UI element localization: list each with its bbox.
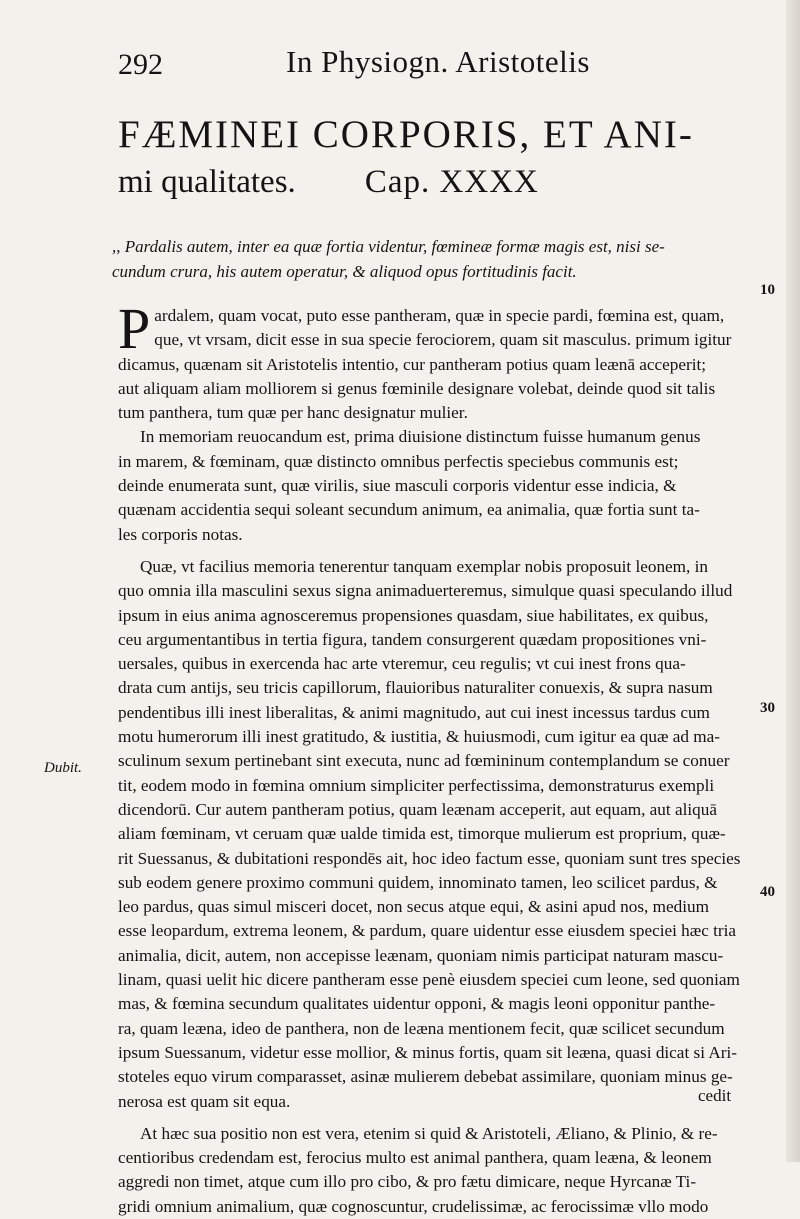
text-line: Quæ, vt facilius memoria tenerentur tanquam exemplar nobis proposuit leonem, in [140, 556, 709, 576]
text-line: linam, quasi uelit hic dicere pantheram esse penè eiusdem speciei cum leone, sed quoniam [118, 970, 740, 990]
text-line: ipsum Suessanum, videtur esse mollior, & minus fortis, quam sit leæna, quasi dicat si Ari- [118, 1042, 737, 1062]
text-line: les corporis notas. [118, 524, 243, 544]
text-line: sculinum sexum pertinebant sint executa, nunc ad fœmininum contemplandum se conuer [118, 751, 730, 771]
page-number: 292 [118, 48, 163, 81]
body-text [118, 296, 768, 1219]
text-line: que, vt vrsam, dicit esse in sua specie ferociorem, quam sit masculus. primum igitur [154, 330, 732, 350]
drop-cap: P [118, 296, 151, 361]
text-line: mas, & fœmina secundum qualitates uidentur opponi, & magis leoni opponitur panthe- [118, 994, 716, 1014]
chapter-heading [118, 112, 768, 209]
text-line: gridi omnium animalium, quæ cognoscuntur, crudelissimæ, ac ferocissimæ vllo modo [118, 1196, 709, 1216]
text-line: stoteles equo virum comparasset, asinæ mulierem debebat assimilare, quoniam minus ge- [118, 1067, 733, 1087]
line-number: 30 [760, 700, 775, 716]
chapter-argument [112, 234, 772, 284]
text-line: quænam accidentia sequi soleant secundum animum, ea animalia, quæ fortia sunt ta- [118, 500, 700, 520]
argument-line: cundum crura, his autem operatur, & aliquod opus fortitudinis facit. [112, 262, 577, 281]
text-line: aliam fœminam, vt ceruam quæ ualde timida est, timorque mulierum est proprium, quæ- [118, 824, 726, 844]
page-edge [786, 0, 800, 1162]
text-line: tum panthera, tum quæ per hanc designatur mulier. [118, 403, 468, 423]
text-line: ra, quam leæna, ideo de panthera, non de leæna mentionem fecit, quæ scilicet secundum [118, 1018, 725, 1038]
text-line: in marem, & fœminam, quæ distincto omnibus perfectis speciebus communis est; [118, 451, 679, 471]
text-line: aut aliquam aliam molliorem si genus fœminile designare volebat, deinde quod sit talis [118, 378, 716, 398]
running-head [118, 44, 618, 88]
text-line: dicamus, quænam sit Aristotelis intentio, cur pantheram potius quam leænā acceperit; [118, 354, 707, 374]
catchword: cedit [698, 1086, 732, 1105]
text-line: nerosa est quam sit equa. [118, 1091, 291, 1111]
margin-note: Dubit. [44, 760, 82, 776]
text-line: rit Suessanus, & dubitationi respondēs ait, hoc ideo factum esse, quoniam sunt tres species [118, 848, 741, 868]
text-line: In memoriam reuocandum est, prima diuisione distinctum fuisse humanum genus [140, 427, 701, 447]
running-title: In Physiogn. Aristotelis [286, 44, 590, 79]
line-number: 10 [760, 282, 775, 298]
chapter-heading-line2 [118, 160, 768, 209]
text-line: aggredi non timet, atque cum illo pro cibo, & pro fætu dimicare, neque Hyrcanæ Ti- [118, 1172, 697, 1192]
text-line: deinde enumerata sunt, quæ virilis, siue masculi corporis videntur esse indicia, & [118, 476, 677, 496]
text-line: motu humerorum illi inest gratitudo, & iustitia, & huiusmodi, cum igitur ea quæ ad ma- [118, 727, 720, 747]
text-line: quo omnia illa masculini sexus signa animaduerteremus, simulque quasi speculando illud [118, 581, 733, 601]
text-line: centioribus credendam est, ferocius multo est animal panthera, quam leæna, & leonem [118, 1148, 712, 1168]
chapter-heading-line1: FÆMINEI CORPORIS, ET ANI- [118, 113, 694, 156]
text-line: uersales, quibus in exercenda hac arte vteremur, ceu regulis; vt cui inest frons qua- [118, 654, 686, 674]
text-line: pendentibus illi inest liberalitas, & animi magnitudo, aut cui inest incessus tardus cum [118, 702, 710, 722]
text-line: ardalem, quam vocat, puto esse pantheram, quæ in specie pardi, fœmina est, quam, [154, 306, 725, 325]
text-line: leo pardus, quas simul misceri docet, non secus atque equi, & asini apud nos, medium [118, 897, 709, 917]
text-line: ipsum in eius anima agnosceremus propensiones quasdam, siue habilitates, ex quibus, [118, 605, 709, 625]
chapter-label: Cap. XXXX [364, 164, 539, 200]
chapter-subtitle: mi qualitates. [118, 164, 296, 200]
text-line: drata cum antijs, seu tricis capillorum, flauioribus naturaliter conuexis, & supra nasum [118, 678, 713, 698]
text-line: dicendorū. Cur autem pantheram potius, quam leænam acceperit, aut equam, aut aliquā [118, 799, 717, 819]
text-line: sub eodem genere proximo communi quidem, innominato tamen, leo scilicet pardus, & [118, 872, 718, 892]
text-line: ceu argumentantibus in tertia figura, tandem consurgerent quædam propositiones vni- [118, 629, 707, 649]
text-line: animalia, dicit, autem, non accepisse leænam, quoniam nimis participat naturam mascu- [118, 945, 724, 965]
argument-line: ,, Pardalis autem, inter ea quæ fortia videntur, fœmineæ formæ magis est, nisi se- [112, 237, 665, 256]
line-number: 40 [760, 884, 775, 900]
text-line: esse leopardum, extrema leonem, & pardum, quare uidentur esse eiusdem speciei hæc tria [118, 921, 737, 941]
text-line: tit, eodem modo in fœmina omnium simpliciter perfectissima, demonstraturus exempli [118, 775, 715, 795]
text-line: At hæc sua positio non est vera, etenim si quid & Aristoteli, Æliano, & Plinio, & re- [140, 1123, 718, 1143]
